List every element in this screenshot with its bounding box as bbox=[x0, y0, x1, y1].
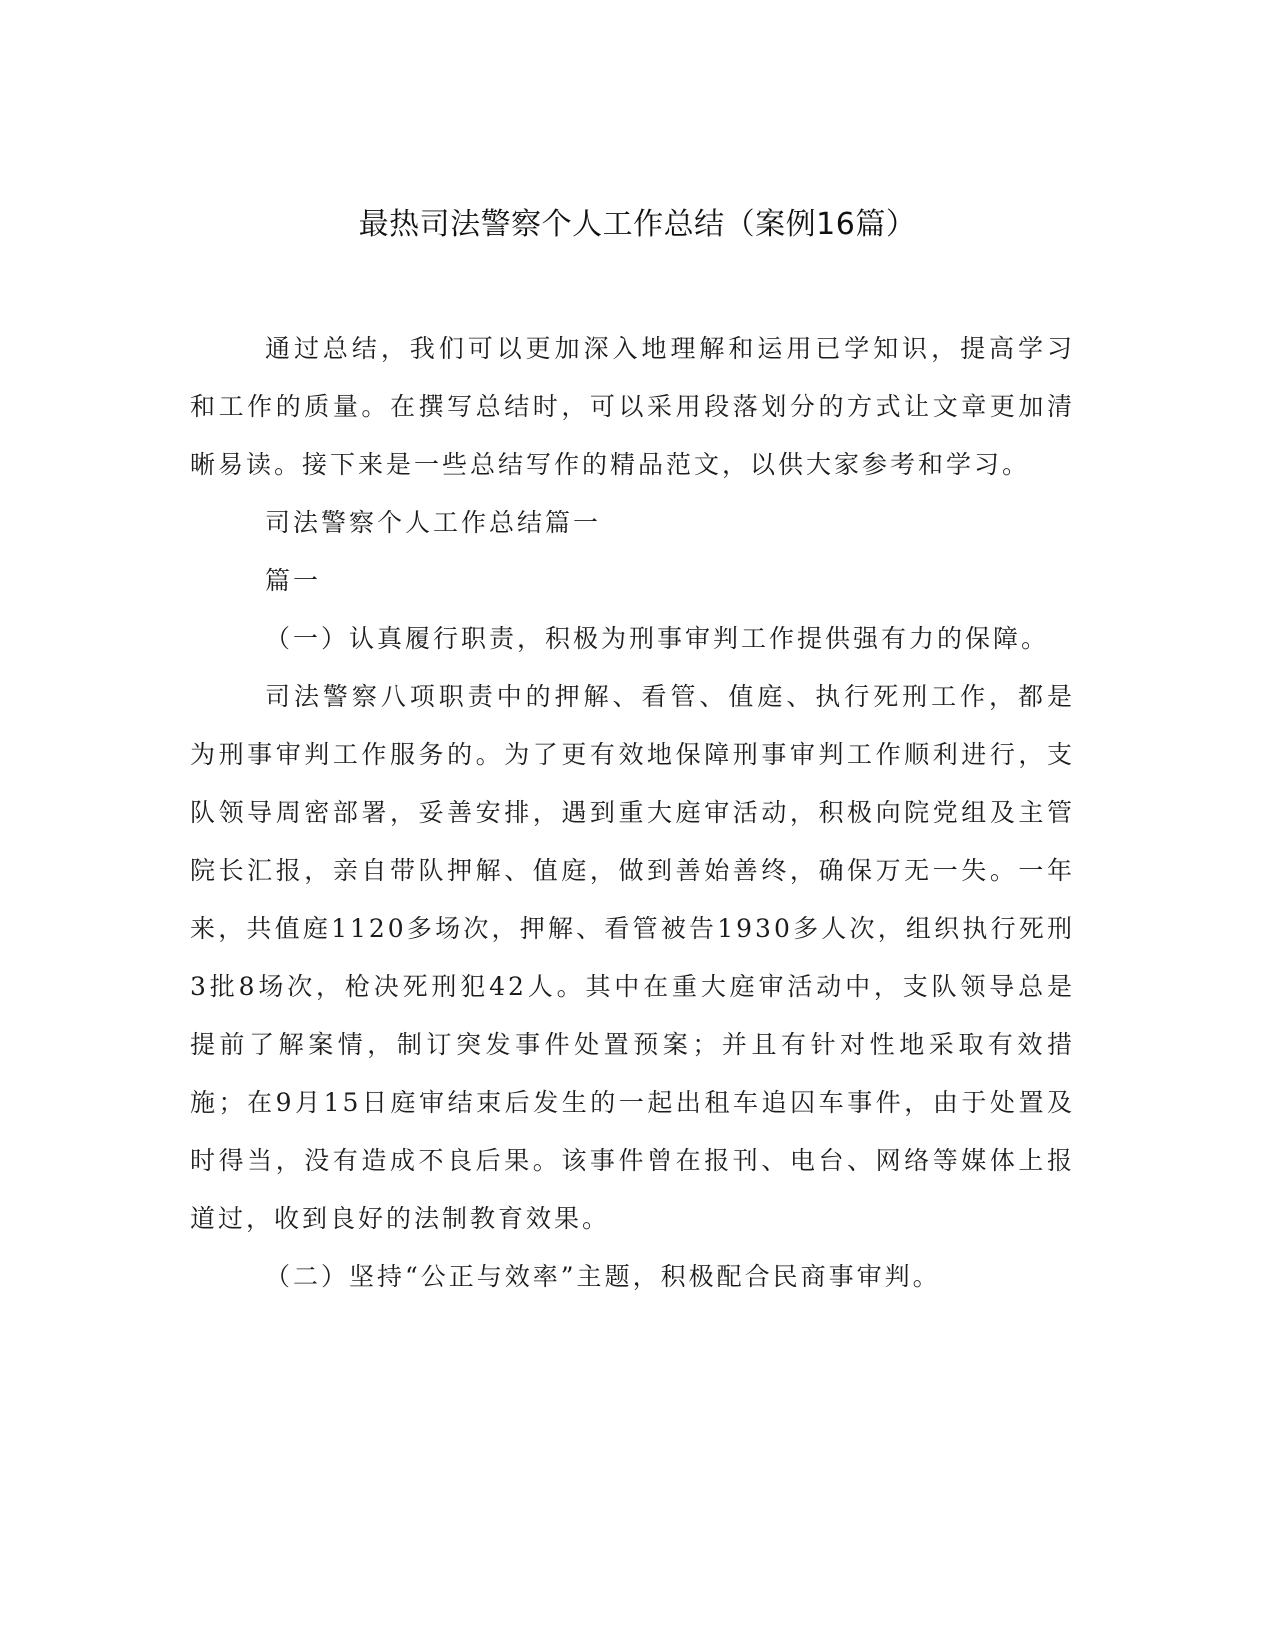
chapter-label: 篇一 bbox=[265, 566, 322, 595]
subsection-heading-2: （二）坚持“公正与效率”主题，积极配合民商事审判。 bbox=[265, 1262, 941, 1291]
section-heading: 司法警察个人工作总结篇一 bbox=[265, 508, 602, 537]
document-title: 最热司法警察个人工作总结（案例16篇） bbox=[358, 207, 917, 242]
intro-paragraph: 通过总结，我们可以更加深入地理解和运用已学知识，提高学习和工作的质量。在撰写总结时，可以采用段落划分的方式让文章更加清晰易读。接下来是一些总结写作的精品范文，以供大家参考和学习。 bbox=[190, 334, 1075, 479]
document-body bbox=[190, 320, 1075, 1306]
body-paragraph: 司法警察八项职责中的押解、看管、值庭、执行死刑工作，都是为刑事审判工作服务的。为了更有效地保障刑事审判工作顺利进行，支队领导周密部署，妥善安排，遇到重大庭审活动，积极向院党组及主管院长汇报，亲自带队押解、值庭，做到善始善终，确保万无一失。一年来，共值庭1120多场次，押解、看管被告1930多人次，组织执行死刑3批8场次，枪决死刑犯42人。其中在重大庭审活动中，支队领导总是提前了解案情，制订突发事件处置预案；并且有针对性地采取有效措施；在9月15日庭审结束后发生的一起出租车追囚车事件，由于处置及时得当，没有造成不良后果。该事件曾在报刊、电台、网络等媒体上报道过，收到良好的法制教育效果。 bbox=[190, 682, 1075, 1233]
subsection-heading-1: （一）认真履行职责，积极为刑事审判工作提供强有力的保障。 bbox=[265, 624, 1050, 653]
